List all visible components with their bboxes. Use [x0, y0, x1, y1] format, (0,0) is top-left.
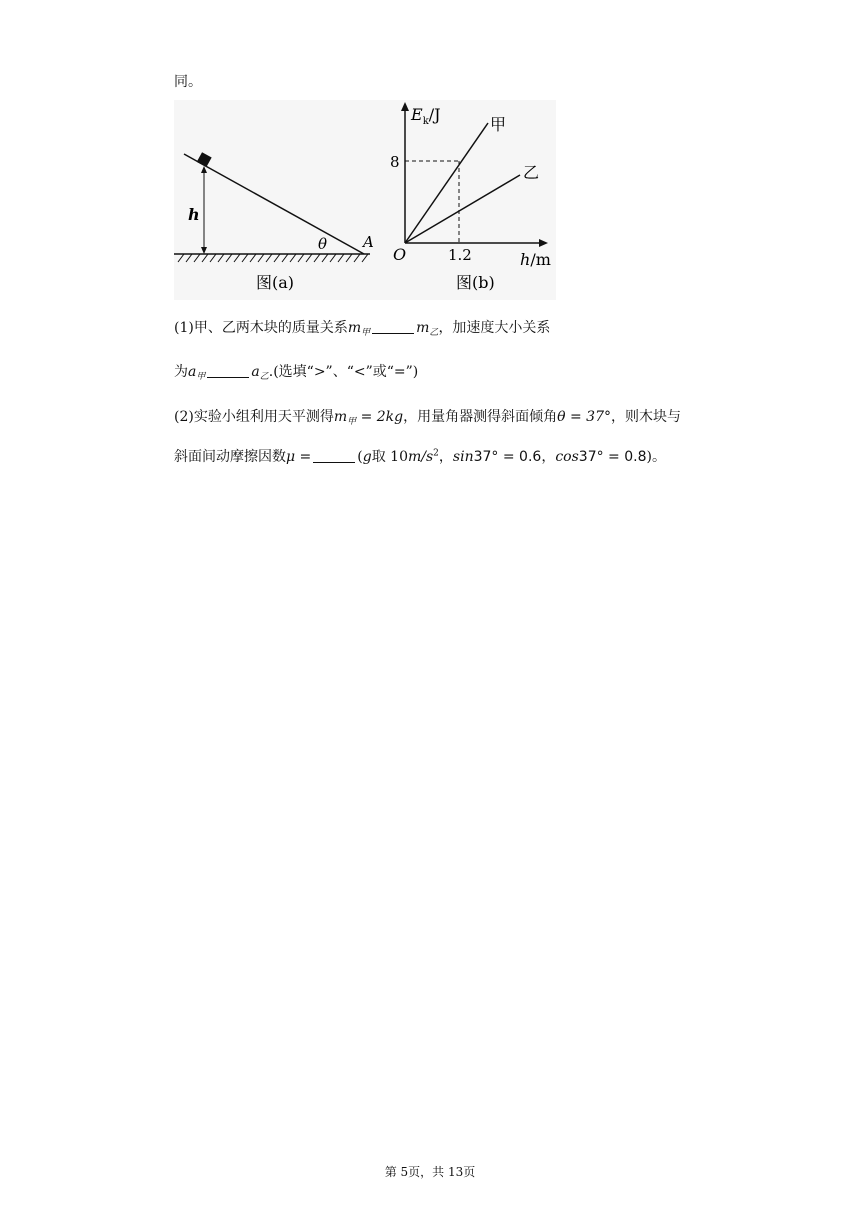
x-arrow	[539, 239, 548, 247]
y-arrow	[401, 102, 409, 111]
x-axis-label: h/m	[520, 250, 551, 269]
wooden-block	[197, 152, 212, 167]
question-1-line-2: 为$a_甲$ $a_乙$.(选填“>”、“<”或“=”)	[174, 364, 419, 382]
label-A: A	[363, 233, 374, 251]
label-yi: 乙	[523, 163, 540, 182]
answer-blank-acceleration[interactable]	[207, 365, 249, 378]
intro-text: 同。	[174, 74, 202, 90]
label-h: h	[188, 205, 200, 224]
figure-a	[174, 152, 374, 292]
figure-svg	[174, 100, 556, 300]
arrow-head-down	[201, 247, 207, 254]
caption-a: 图(a)	[256, 273, 295, 292]
y-axis-label: $E_k/J$	[411, 105, 441, 127]
ground-hatch	[178, 254, 368, 262]
tick-y-8: 8	[390, 153, 400, 171]
question-1-line-1: (1)甲、乙两木块的质量关系$m_甲$ $m_乙$，加速度大小关系	[174, 320, 551, 338]
incline-line	[184, 154, 364, 254]
label-jia: 甲	[490, 115, 507, 134]
answer-blank-friction[interactable]	[313, 450, 355, 463]
line-jia	[405, 123, 488, 243]
physics-figure	[174, 100, 556, 300]
figure-b	[390, 102, 551, 292]
page-footer: 第 5页，共 13页	[384, 1165, 476, 1179]
label-theta: θ	[318, 235, 328, 253]
question-2-line-1: (2)实验小组利用天平测得$m_甲 = 2kg$，用量角器测得斜面倾角θ = 37°，则木块与	[174, 409, 681, 427]
caption-b: 图(b)	[456, 273, 495, 292]
tick-x-1-2: 1.2	[448, 246, 472, 264]
origin-label: O	[393, 245, 407, 264]
line-yi	[405, 175, 520, 243]
answer-blank-mass[interactable]	[372, 321, 414, 334]
question-2-line-2: 斜面间动摩擦因数μ = (g取 $10m/s^2$，sin37° = 0.6，cos37° = 0.8)。	[174, 448, 666, 465]
angle-arc	[334, 238, 336, 254]
